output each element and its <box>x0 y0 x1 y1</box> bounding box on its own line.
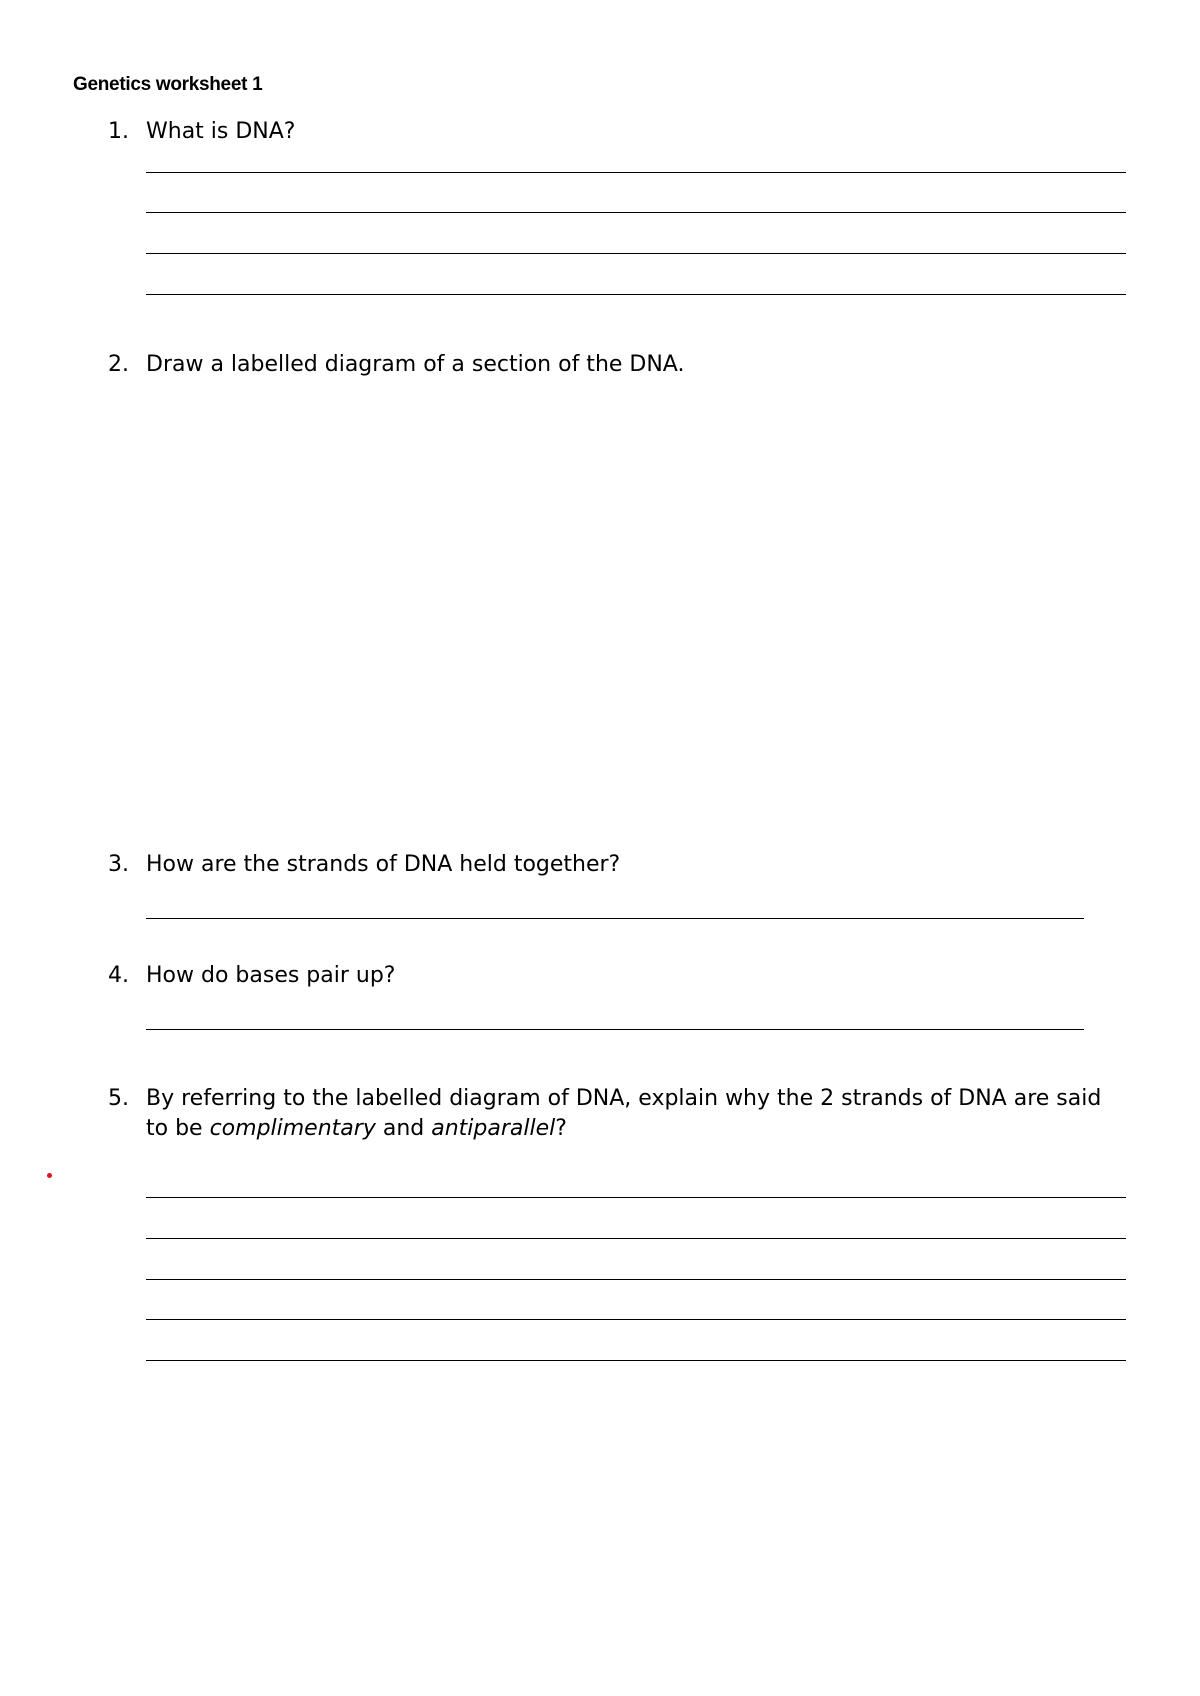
answer-line[interactable] <box>146 1197 1126 1198</box>
question-number: 4. <box>108 963 129 988</box>
red-marker-dot <box>47 1173 52 1178</box>
answer-line[interactable] <box>146 1238 1126 1239</box>
answer-line[interactable] <box>146 918 1084 919</box>
question-number: 5. <box>108 1086 129 1111</box>
question-text: Draw a labelled diagram of a section of the DNA. <box>146 352 685 377</box>
answer-line[interactable] <box>146 1360 1126 1361</box>
text-prefix: to be <box>146 1116 210 1141</box>
answer-line[interactable] <box>146 172 1126 173</box>
answer-line[interactable] <box>146 1279 1126 1280</box>
answer-line[interactable] <box>146 253 1126 254</box>
term-complimentary: complimentary <box>209 1116 376 1141</box>
answer-line[interactable] <box>146 294 1126 295</box>
text-join: and <box>375 1116 432 1141</box>
question-text-line-1: By referring to the labelled diagram of DNA, explain why the 2 strands of DNA are said <box>146 1086 1102 1111</box>
answer-line[interactable] <box>146 1319 1126 1320</box>
text-suffix: ? <box>555 1116 567 1141</box>
question-number: 1. <box>108 119 129 144</box>
answer-line[interactable] <box>146 212 1126 213</box>
question-text: What is DNA? <box>146 119 296 144</box>
question-text: How are the strands of DNA held together? <box>146 852 621 877</box>
term-antiparallel: antiparallel <box>431 1116 556 1141</box>
question-number: 2. <box>108 352 129 377</box>
answer-line[interactable] <box>146 1029 1084 1030</box>
worksheet-title: Genetics worksheet 1 <box>73 74 263 95</box>
question-text-line-2 <box>146 1114 567 1144</box>
question-text: How do bases pair up? <box>146 963 396 988</box>
question-number: 3. <box>108 852 129 877</box>
